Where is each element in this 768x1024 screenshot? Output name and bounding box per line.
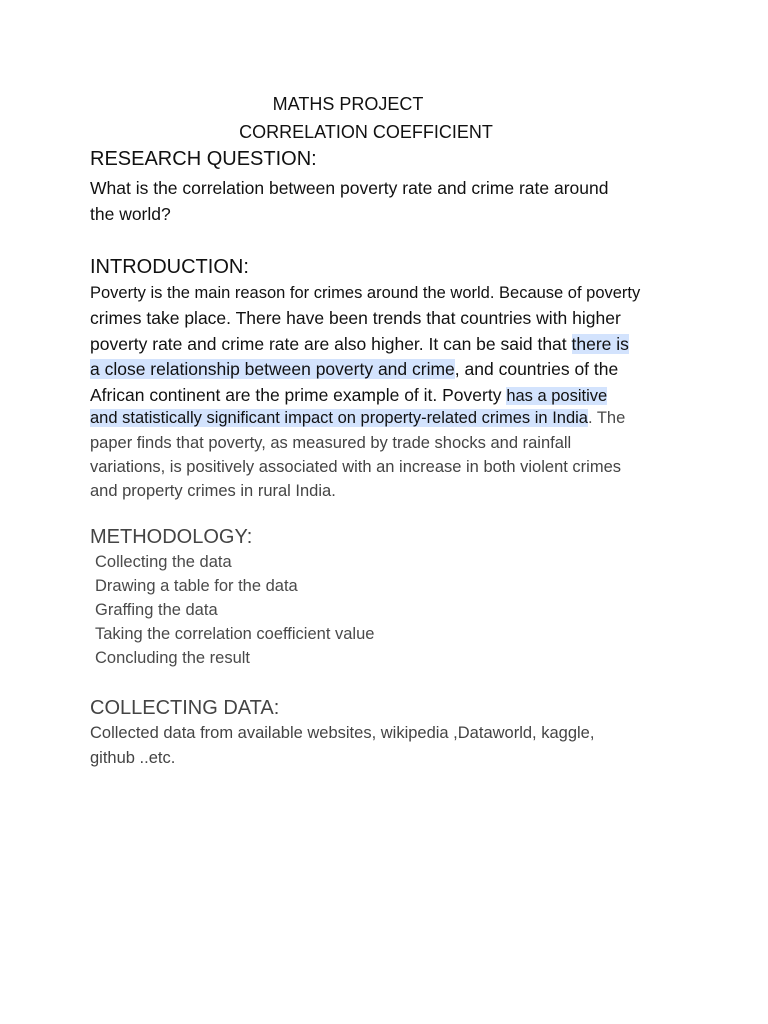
intro-line-5-text: African continent are the prime example of it. Poverty <box>90 385 507 405</box>
research-question-line-1: What is the correlation between poverty rate and crime rate around <box>90 178 609 198</box>
intro-line-6 <box>90 409 625 428</box>
methodology-item: Concluding the result <box>95 649 251 667</box>
collecting-data-heading: COLLECTING DATA: <box>90 697 280 719</box>
intro-line-8: variations, is positively associated with an increase in both violent crimes <box>90 458 621 476</box>
methodology-heading: METHODOLOGY: <box>90 526 253 548</box>
title-line-2: CORRELATION COEFFICIENT <box>239 122 493 142</box>
intro-line-3 <box>90 334 629 355</box>
intro-line-3-text: poverty rate and crime rate are also higher. It can be said that <box>90 334 572 354</box>
intro-line-9: and property crimes in rural India. <box>90 482 336 500</box>
intro-highlight-4: and statistically significant impact on property-related crimes in India <box>90 409 588 427</box>
methodology-item: Collecting the data <box>95 553 232 571</box>
intro-line-4 <box>90 359 618 380</box>
intro-line-1: Poverty is the main reason for crimes around the world. Because of poverty <box>90 284 641 302</box>
methodology-item: Drawing a table for the data <box>95 577 298 595</box>
intro-highlight-2: a close relationship between poverty and crime <box>90 359 455 379</box>
introduction-heading: INTRODUCTION: <box>90 256 249 278</box>
collecting-data-line-2: github ..etc. <box>90 749 176 767</box>
title-line-1: MATHS PROJECT <box>272 94 424 114</box>
intro-line-4-text: , and countries of the <box>454 359 619 379</box>
collecting-data-line-1: Collected data from available websites, wikipedia ,Dataworld, kaggle, <box>90 724 595 742</box>
research-question-line-2: the world? <box>90 204 171 224</box>
intro-line-5 <box>90 385 607 406</box>
research-question-heading: RESEARCH QUESTION: <box>90 148 317 170</box>
intro-highlight-1: there is <box>571 334 629 354</box>
intro-line-6-text: . The <box>587 409 626 427</box>
methodology-item: Taking the correlation coefficient value <box>95 625 375 643</box>
intro-line-7: paper finds that poverty, as measured by trade shocks and rainfall <box>90 434 572 452</box>
methodology-item: Graffing the data <box>95 601 218 619</box>
intro-highlight-3: has a positive <box>506 387 608 405</box>
intro-line-2: crimes take place. There have been trends that countries with higher <box>90 308 621 328</box>
